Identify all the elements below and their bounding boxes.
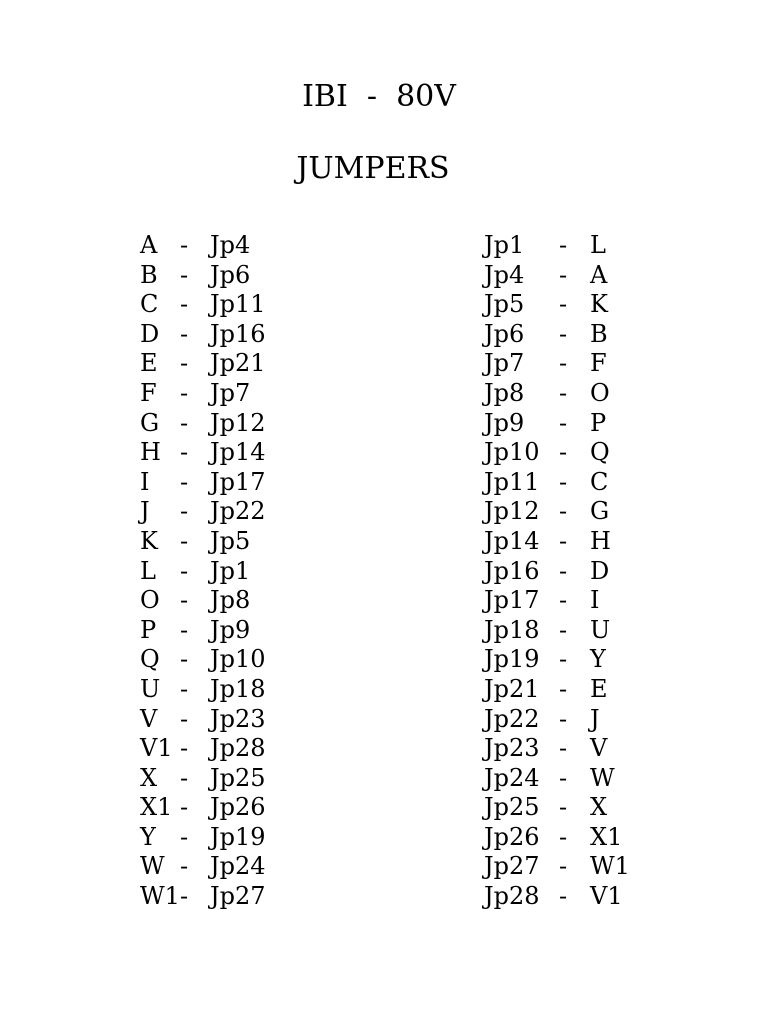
row-jumper: Jp27: [210, 882, 266, 911]
row-label: W1: [140, 882, 180, 911]
row-label: P: [140, 615, 157, 644]
row-label: I: [140, 467, 150, 496]
row-jumper: Jp1: [484, 231, 525, 259]
row-separator: -: [180, 378, 189, 407]
row-separator: -: [559, 704, 568, 733]
row-jumper: Jp8: [210, 586, 251, 615]
row-jumper: Jp6: [210, 260, 251, 289]
row-label: X: [590, 793, 608, 822]
row-label: J: [140, 497, 150, 526]
row-separator: -: [559, 586, 568, 615]
row-label: D: [140, 319, 160, 348]
row-label: Y: [140, 822, 156, 851]
row-separator: -: [559, 290, 568, 319]
row-label: L: [590, 231, 606, 259]
row-jumper: Jp14: [484, 526, 540, 555]
row-separator: -: [559, 556, 568, 585]
row-label: K: [140, 526, 158, 555]
document-subtitle: JUMPERS: [296, 151, 450, 186]
row-separator: -: [559, 378, 568, 407]
row-jumper: Jp10: [484, 438, 540, 467]
row-separator: -: [559, 882, 568, 911]
row-jumper: Jp11: [210, 290, 266, 319]
row-separator: -: [559, 438, 568, 467]
row-separator: -: [559, 852, 568, 881]
row-jumper: Jp17: [210, 467, 266, 496]
row-label: H: [140, 438, 161, 467]
row-jumper: Jp9: [484, 408, 525, 437]
row-jumper: Jp21: [210, 349, 266, 378]
row-label: Y: [590, 645, 606, 674]
row-separator: -: [180, 852, 189, 881]
row-label: A: [590, 260, 608, 289]
row-separator: -: [559, 763, 568, 792]
row-jumper: Jp23: [484, 734, 540, 763]
row-label: B: [590, 319, 608, 348]
row-separator: -: [559, 674, 568, 703]
row-jumper: Jp18: [210, 674, 266, 703]
row-separator: -: [559, 231, 568, 259]
row-separator: -: [180, 615, 189, 644]
row-jumper: Jp25: [210, 763, 266, 792]
row-label: P: [590, 408, 607, 437]
row-label: U: [140, 674, 161, 703]
row-jumper: Jp10: [210, 645, 266, 674]
row-separator: -: [180, 526, 189, 555]
row-jumper: Jp23: [210, 704, 266, 733]
document-title: IBI - 80V: [302, 79, 456, 114]
row-separator: -: [180, 349, 189, 378]
row-label: X: [140, 763, 158, 792]
row-separator: -: [559, 349, 568, 378]
row-separator: -: [180, 763, 189, 792]
row-label: G: [590, 497, 610, 526]
row-jumper: Jp26: [484, 822, 540, 851]
row-label: C: [590, 467, 609, 496]
row-jumper: Jp19: [484, 645, 540, 674]
row-label: W1: [590, 852, 630, 881]
row-jumper: Jp17: [484, 586, 540, 615]
row-separator: -: [180, 793, 189, 822]
row-jumper: Jp8: [484, 378, 525, 407]
row-separator: -: [180, 290, 189, 319]
row-separator: -: [180, 408, 189, 437]
row-separator: -: [559, 734, 568, 763]
row-label: D: [590, 556, 610, 585]
row-label: B: [140, 260, 158, 289]
row-label: X1: [590, 822, 623, 851]
row-separator: -: [180, 319, 189, 348]
row-jumper: Jp12: [484, 497, 540, 526]
row-label: L: [140, 556, 156, 585]
row-jumper: Jp22: [484, 704, 540, 733]
row-jumper: Jp4: [484, 260, 525, 289]
row-separator: -: [180, 674, 189, 703]
row-separator: -: [559, 260, 568, 289]
row-separator: -: [180, 556, 189, 585]
row-separator: -: [180, 497, 189, 526]
row-label: K: [590, 290, 608, 319]
row-jumper: Jp6: [484, 319, 525, 348]
row-label: O: [590, 378, 610, 407]
row-jumper: Jp27: [484, 852, 540, 881]
row-label: U: [590, 615, 611, 644]
row-label: Q: [590, 438, 610, 467]
row-jumper: Jp12: [210, 408, 266, 437]
row-jumper: Jp5: [210, 526, 251, 555]
row-label: A: [140, 231, 158, 259]
row-separator: -: [180, 467, 189, 496]
row-label: E: [140, 349, 158, 378]
row-jumper: Jp24: [210, 852, 266, 881]
row-label: C: [140, 290, 159, 319]
row-jumper: Jp11: [484, 467, 540, 496]
row-separator: -: [180, 231, 189, 259]
row-label: W: [590, 763, 615, 792]
row-label: V1: [140, 734, 173, 763]
row-label: Q: [140, 645, 160, 674]
row-separator: -: [559, 526, 568, 555]
row-separator: -: [180, 438, 189, 467]
row-jumper: Jp14: [210, 438, 266, 467]
row-separator: -: [559, 645, 568, 674]
row-jumper: Jp1: [210, 556, 251, 585]
row-label: F: [590, 349, 607, 378]
row-label: E: [590, 674, 608, 703]
row-jumper: Jp7: [484, 349, 525, 378]
row-separator: -: [559, 822, 568, 851]
row-separator: -: [180, 822, 189, 851]
row-label: J: [590, 704, 600, 733]
row-separator: -: [180, 734, 189, 763]
row-label: V: [590, 734, 608, 763]
row-label: V: [140, 704, 158, 733]
row-separator: -: [180, 882, 189, 911]
row-separator: -: [559, 615, 568, 644]
row-jumper: Jp25: [484, 793, 540, 822]
row-jumper: Jp21: [484, 674, 540, 703]
row-label: V1: [590, 882, 623, 911]
row-separator: -: [559, 408, 568, 437]
row-jumper: Jp28: [210, 734, 266, 763]
row-jumper: Jp24: [484, 763, 540, 792]
row-separator: -: [180, 704, 189, 733]
row-jumper: Jp5: [484, 290, 525, 319]
row-label: W: [140, 852, 165, 881]
row-label: H: [590, 526, 611, 555]
row-jumper: Jp22: [210, 497, 266, 526]
row-jumper: Jp16: [210, 319, 266, 348]
row-jumper: Jp28: [484, 882, 540, 911]
row-jumper: Jp4: [210, 231, 251, 259]
row-separator: -: [559, 793, 568, 822]
row-separator: -: [180, 645, 189, 674]
row-label: X1: [140, 793, 173, 822]
row-separator: -: [559, 497, 568, 526]
row-jumper: Jp18: [484, 615, 540, 644]
row-separator: -: [559, 467, 568, 496]
row-label: G: [140, 408, 160, 437]
row-separator: -: [559, 319, 568, 348]
row-jumper: Jp26: [210, 793, 266, 822]
row-separator: -: [180, 586, 189, 615]
row-separator: -: [180, 260, 189, 289]
row-label: F: [140, 378, 157, 407]
row-jumper: Jp16: [484, 556, 540, 585]
row-jumper: Jp9: [210, 615, 251, 644]
row-label: O: [140, 586, 160, 615]
row-label: I: [590, 586, 600, 615]
row-jumper: Jp7: [210, 378, 251, 407]
row-jumper: Jp19: [210, 822, 266, 851]
